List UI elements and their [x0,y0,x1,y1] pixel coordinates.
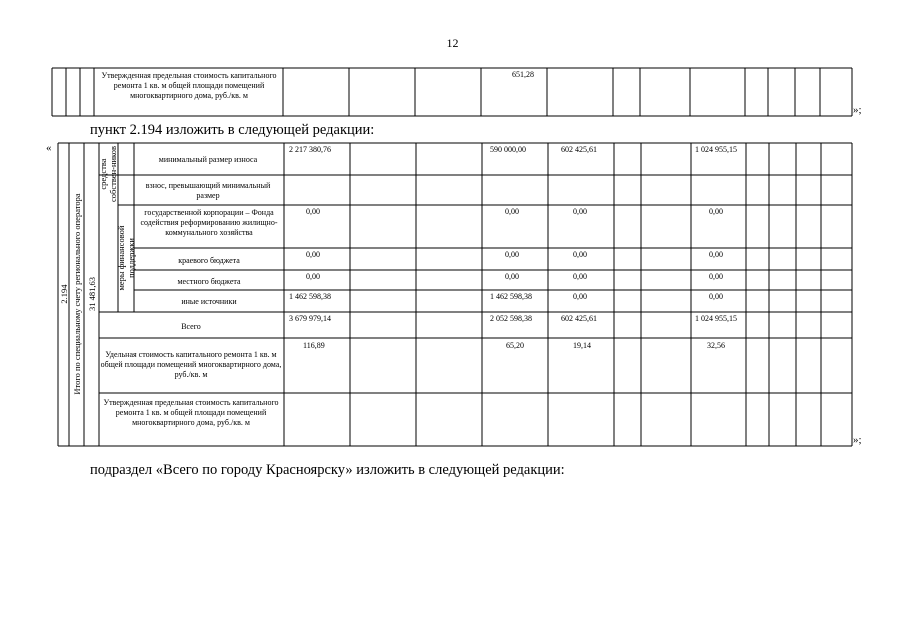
row-label: Утвержденная предельная стоимость капитального ремонта 1 кв. м общей площади помещений многоквартирного дома, руб./кв. м [103,398,279,427]
page-number: 12 [446,36,459,50]
cell-value: 1 024 955,15 [695,145,737,154]
row-label: Всего [181,322,201,331]
group-support: меры финансовой поддержки [116,225,136,291]
cell-value: 602 425,61 [561,314,597,323]
cell-value: 1 462 598,38 [289,292,331,301]
cell-value: 32,56 [707,341,725,350]
cell-value: 19,14 [573,341,591,350]
cell-value: 0,00 [306,272,320,281]
cell-value: 2 217 380,76 [289,145,331,154]
cell-value: 0,00 [573,292,587,301]
paragraph-2: подраздел «Всего по городу Красноярску» изложить в следующей редакции: [90,462,565,478]
item-title: Итого по специальному счету регионального оператора [72,193,82,395]
cell-value: 1 024 955,15 [695,314,737,323]
item-number: 2.194 [58,284,69,304]
top-row-label: Утвержденная предельная стоимость капитального ремонта 1 кв. м общей площади помещений многоквартирного дома, руб./кв. м [101,71,277,100]
cell-value: 602 425,61 [561,145,597,154]
cell-value: 0,00 [306,207,320,216]
cell-value: 0,00 [709,207,723,216]
row-label: краевого бюджета [178,256,240,265]
cell-value: 0,00 [573,272,587,281]
cell-value: 0,00 [505,272,519,281]
cell-value: 0,00 [709,250,723,259]
cell-value: 590 000,00 [490,145,526,154]
cell-value: 0,00 [573,207,587,216]
cell-value: 0,00 [709,292,723,301]
row-label: государственной корпорации – Фонда содействия реформированию жилищно-коммунального хозяйства [140,208,278,237]
cell-value: 0,00 [505,207,519,216]
row-label: Удельная стоимость капитального ремонта 1 кв. м общей площади помещений многоквартирного дома, руб./кв. м [100,350,282,379]
group-owners: средства собствен-ников [98,145,118,202]
cell-value: 1 462 598,38 [490,292,532,301]
top-end-mark: »; [853,104,862,116]
top-row-value: 651,28 [512,70,534,79]
cell-value: 65,20 [506,341,524,350]
cell-value: 3 679 979,14 [289,314,331,323]
row-label: взнос, превышающий минимальный размер [145,181,271,200]
cell-value: 0,00 [306,250,320,259]
cell-value: 2 052 598,38 [490,314,532,323]
item-area: 31 481,63 [86,277,97,311]
main-end-mark: »; [853,434,862,446]
cell-value: 0,00 [573,250,587,259]
cell-value: 116,89 [303,341,325,350]
cell-value: 0,00 [709,272,723,281]
cell-value: 0,00 [505,250,519,259]
row-label: минимальный размер износа [158,155,258,164]
row-label: местного бюджета [177,277,241,286]
paragraph-1: пункт 2.194 изложить в следующей редакции: [90,122,375,138]
open-quote: « [46,142,52,154]
row-label: иные источники [181,297,237,306]
